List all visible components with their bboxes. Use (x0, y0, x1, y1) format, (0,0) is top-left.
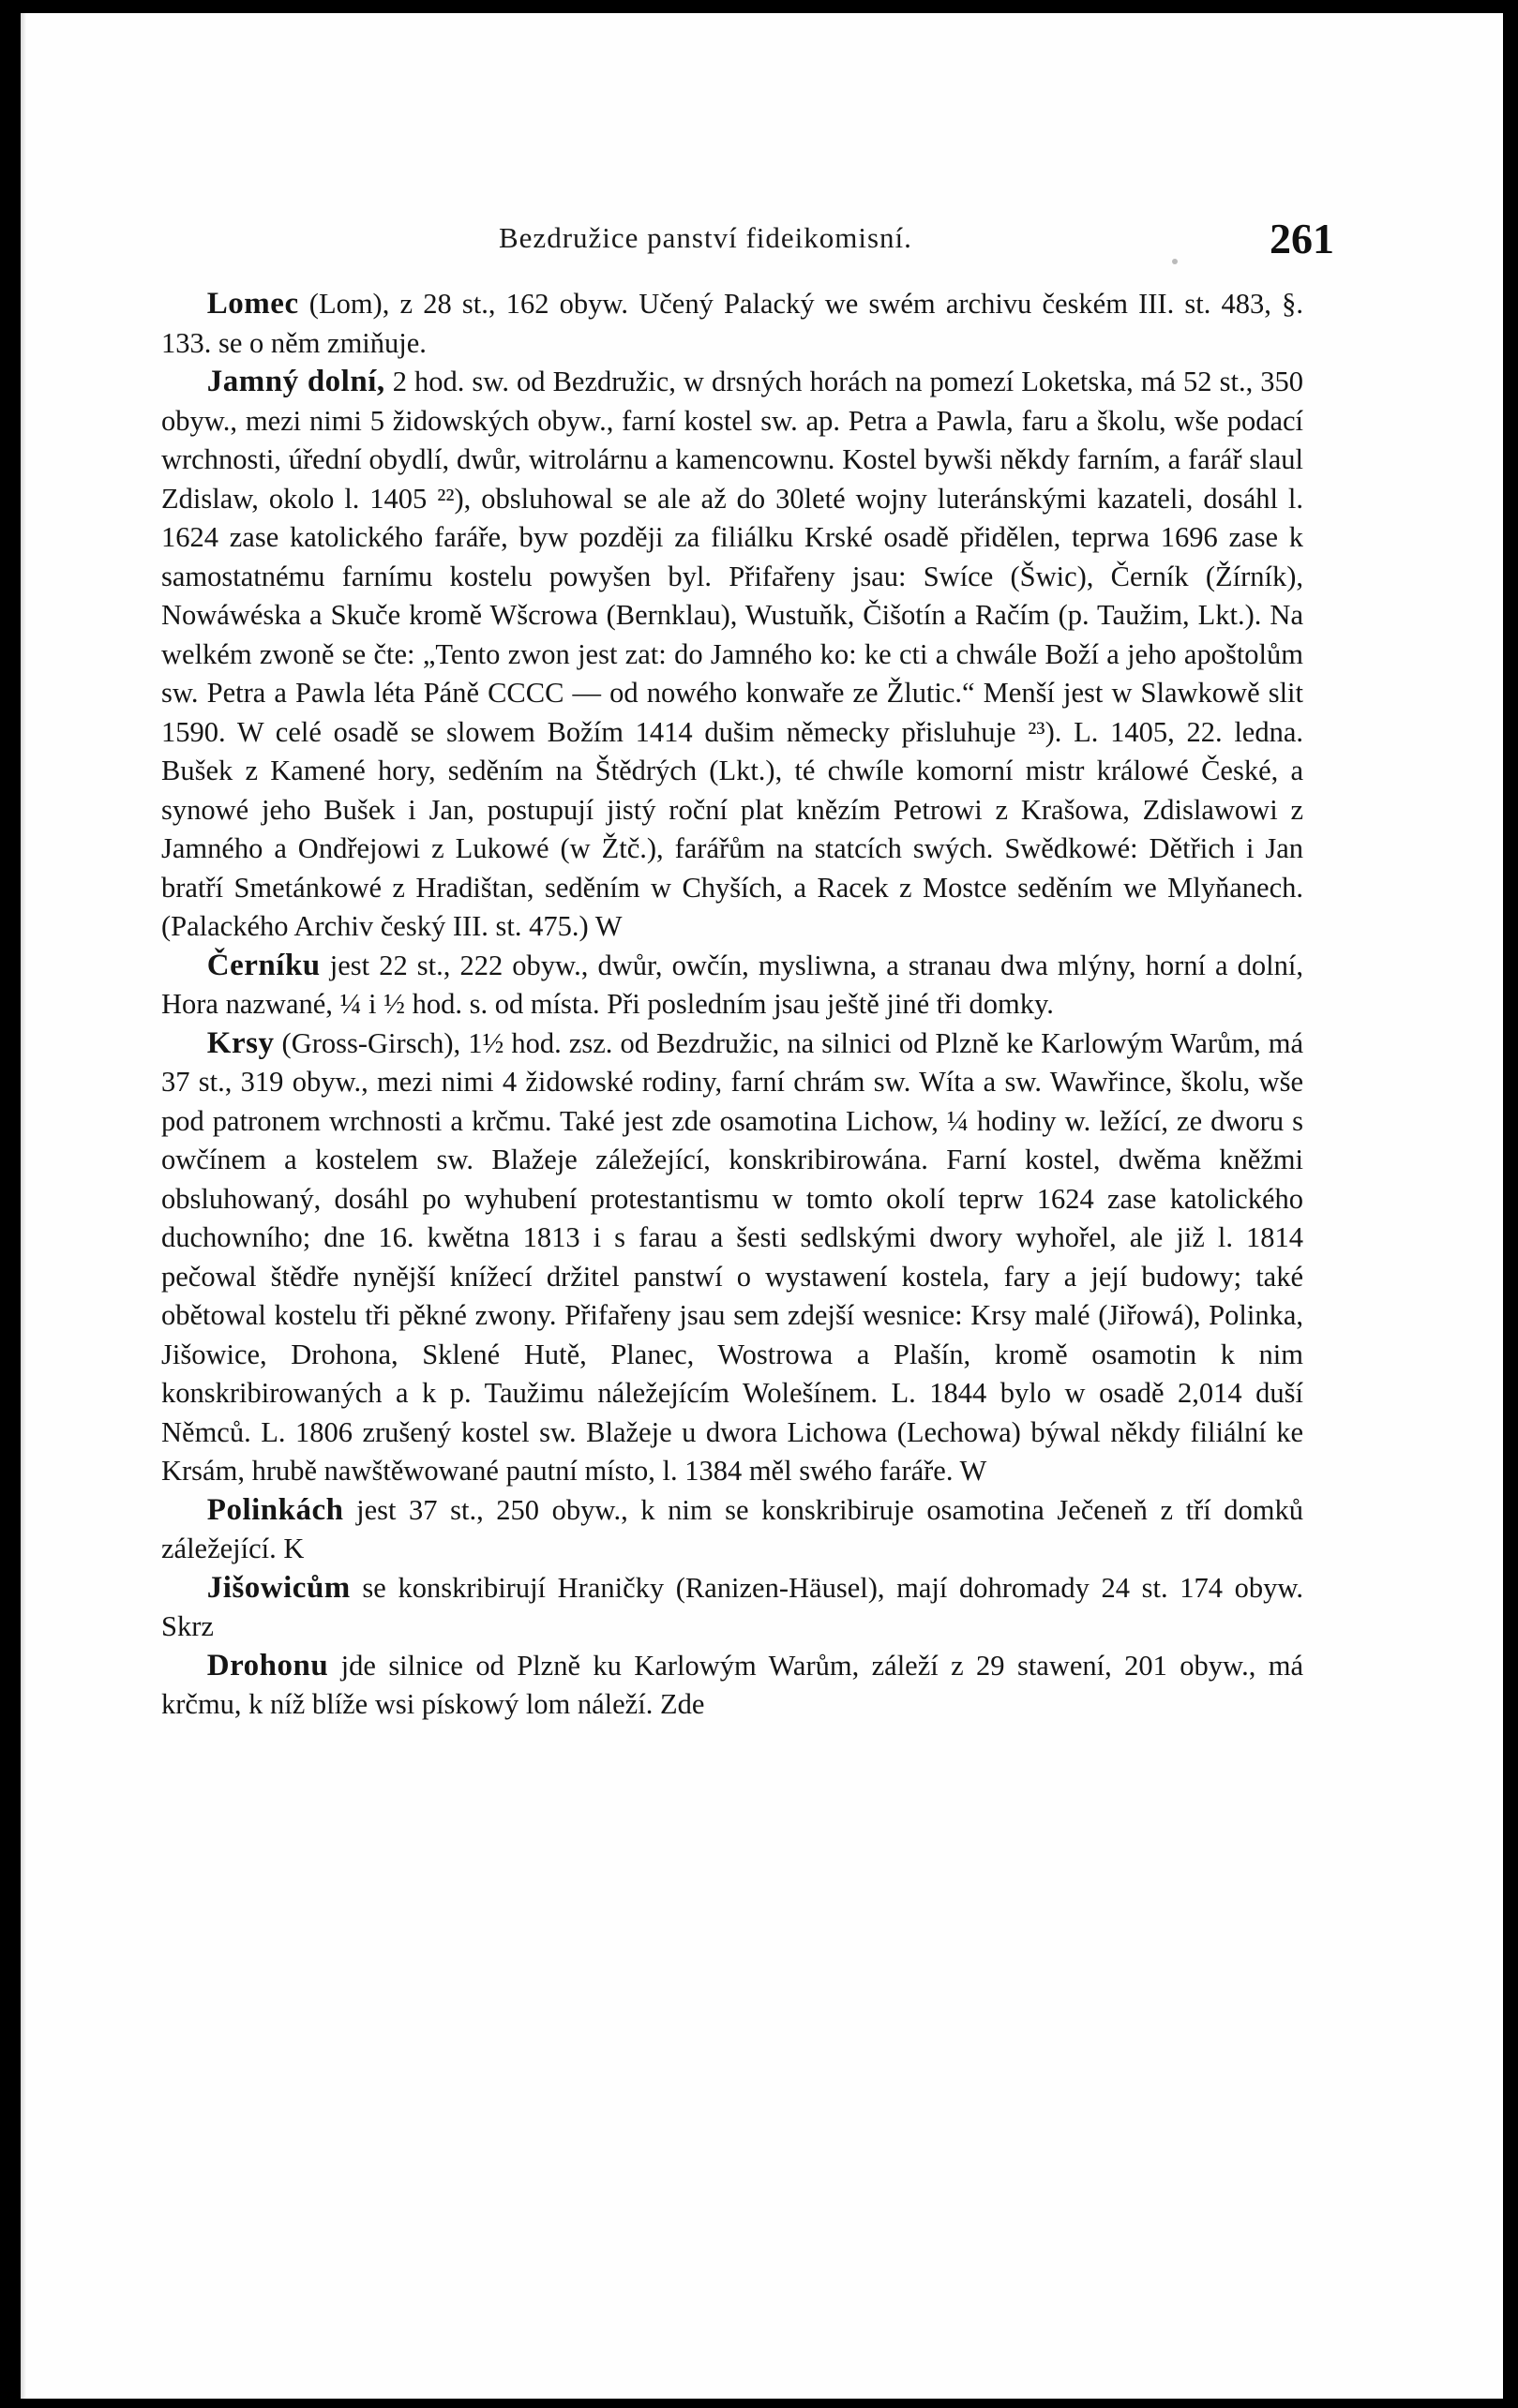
entry-text: jest 22 st., 222 obyw., dwůr, owčín, mysliwna, a stranau dwa mlýny, horní a dolní, Hora nazwané, ¼ i ½ hod. s. od místa. Při posledním jsau ještě jiné tři domky. (161, 949, 1303, 1020)
entry-text: (Gross-Girsch), 1½ hod. zsz. od Bezdružic, na silnici od Plzně ke Karlowým Warům, má 37 st., 319 obyw., mezi nimi 4 židowské rodiny, farní chrám sw. Wíta a sw. Wawřince, školu, wše pod patronem wrchnosti a krčmu. Také jest zde osamotina Lichow, ¼ hodiny w. ležící, ze dworu s owčínem a kostelem sw. Blažeje záležející, konskribirowána. Farní kostel, dwěma kněžmi obsluhowaný, dosáhl po wyhubení protestantismu w tomto okolí teprw 1624 zase katolického duchowního; dne 16. kwětna 1813 i s farau a šesti sedlskými dwory wyhořel, ale již l. 1814 pečowal štědře nynější knížecí držitel panstwí o wystawení kostela, fary a její budowy; také obětowal kostelu tři pěkné zwony. Přifařeny jsau sem zdejší wesnice: Krsy malé (Jiřowá), Polinka, Jišowice, Drohona, Sklené Hutě, Planec, Wostrowa a Plašín, kromě osamotin k nim konskribirowaných a k p. Taužimu náležejícím Wolešínem. L. 1844 bylo w osadě 2,014 duší Němců. L. 1806 zrušený kostel sw. Blažeje u dwora Lichowa (Lechowa) býwal někdy filiální ke Krsám, hrubě nawštěwowané pautní místo, l. 1384 měl swého faráře. W (161, 1026, 1304, 1487)
running-head: Bezdružice panství fideikomisní. (499, 221, 912, 254)
page-edge (21, 13, 26, 2399)
print-speck (1172, 259, 1178, 264)
entry-text: jest 37 st., 250 obyw., k nim se konskribiruje osamotina Ječeneň z tří domků záležející. K (161, 1493, 1303, 1564)
entry-text: 2 hod. sw. od Bezdružic, w drsných horách na pomezí Loketska, má 52 st., 350 obyw., mezi nimi 5 židowských obyw., farní kostel sw. ap. Petra a Pawla, faru a školu, wše podací wrchnosti, úřední obydlí, dwůr, witrolárnu a kamencownu. Kostel bywši někdy farním, a farář slaul Zdislaw, okolo l. 1405 ²²), obsluhowal se ale až do 30leté wojny luteránskými kazateli, dosáhl l. 1624 zase katolického faráře, byw později za filiálku Krské osadě přidělen, teprwa 1696 zase k samostatnému farnímu kostelu powyšen byl. Přifařeny jsau: Swíce (Šwic), Černík (Žírník), Nowáwéska a Skuče kromě Wšcrowa (Bernklau), Wustuňk, Čišotín a Račím (p. Taužim, Lkt.). Na welkém zwoně se čte: „Tento zwon jest zat: do Jamného ko: ke cti a chwále Boží a jeho apoštolům sw. Petra a Pawla léta Páně CCCC — od nowého konwaře ze Žlutic.“ Menší jest w Slawkowě slit 1590. W celé osadě se slowem Božím 1414 dušim německy přisluhuje ²³). L. 1405, 22. ledna. Bušek z Kamené hory, seděním na Štědrých (Lkt.), té chwíle komorní mistr králowé České, a synowé jeho Bušek i Jan, postupují jistý roční plat knězím Petrowi z Krašowa, Zdislawowi z Jamného a Ondřejowi z Lukowé (w Žtč.), farářům na statcích swých. Swědkowé: Dětřich i Jan bratří Smetánkowé z Hradištan, seděním w Chyších, a Racek z Mostce seděním we Mlyňanech. (Palackého Archiv český III. st. 475.) W (161, 366, 1304, 942)
entry-text: (Lom), z 28 st., 162 obyw. Učený Palacký we swém archivu českém III. st. 483, §. 133. se o něm zmiňuje. (161, 288, 1303, 359)
page-header (189, 215, 1334, 262)
entry-text: jde silnice od Plzně ku Karlowým Warům, záleží z 29 stawení, 201 obyw., má krčmu, k níž blíže wsi pískowý lom náleží. Zde (161, 1649, 1304, 1720)
entry-polinkach (161, 1491, 1303, 1569)
entry-drohonu (161, 1647, 1303, 1725)
book-page (21, 13, 1503, 2399)
entry-headword: Černíku (206, 948, 321, 982)
entry-jamny-dolni (161, 363, 1303, 947)
entry-headword: Polinkách (206, 1492, 344, 1527)
entry-headword: Jišowicům (206, 1570, 351, 1605)
entry-text: se konskribirují Hraničky (Ranizen-Häusel), mají dohromady 24 st. 174 obyw. Skrz (161, 1571, 1303, 1642)
entry-lomec (161, 285, 1303, 363)
page-body (161, 285, 1303, 1725)
entry-headword: Drohonu (206, 1648, 329, 1683)
entry-headword: Jamný dolní, (206, 365, 385, 398)
entry-jisowicum (161, 1569, 1303, 1647)
entry-headword: Lomec (206, 287, 299, 321)
entry-cerniku (161, 947, 1303, 1025)
entry-headword: Krsy (206, 1025, 275, 1060)
page-number: 261 (1270, 215, 1334, 262)
entry-krsy (161, 1025, 1303, 1491)
